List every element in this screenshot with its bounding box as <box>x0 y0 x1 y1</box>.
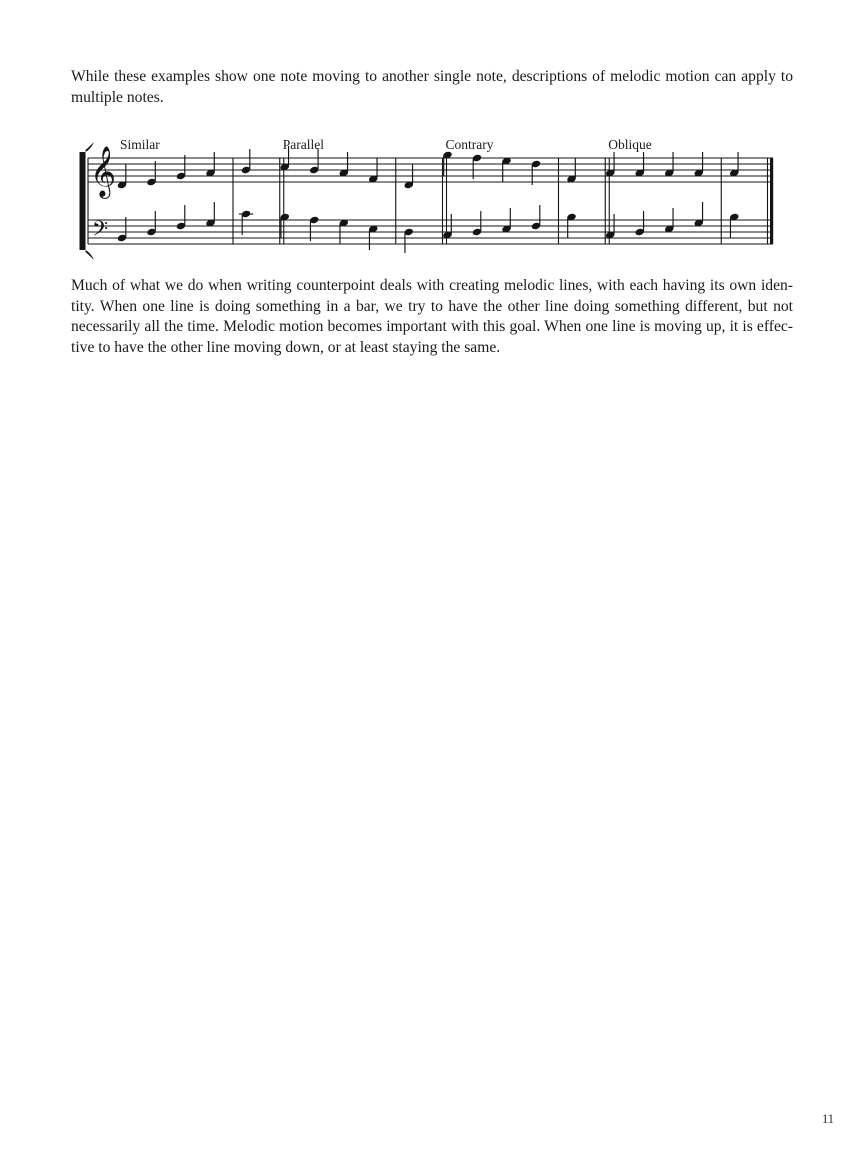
body-paragraph <box>71 276 793 358</box>
final-barline-thick <box>770 158 773 244</box>
motion-type-label: Parallel <box>282 137 324 152</box>
treble-clef-icon: 𝄞 <box>90 146 117 197</box>
bracket-hook-bottom <box>86 250 95 260</box>
paragraph-line: tity. When one line is doing something in a bar, we try to have the other line doing something different, but not <box>71 297 793 315</box>
music-example-grand-staff <box>0 128 864 268</box>
paragraph-line: tive to have the other line moving down, or at least staying the same. <box>71 338 501 356</box>
motion-type-label: Contrary <box>445 137 494 152</box>
paragraph-line: While these examples show one note moving to another single note, descriptions of melodic motion can apply to <box>71 68 793 85</box>
paragraph-line: Much of what we do when writing counterpoint deals with creating melodic lines, with each having its own iden- <box>71 277 793 294</box>
motion-type-label: Similar <box>120 137 160 152</box>
motion-type-label: Oblique <box>608 137 652 152</box>
paragraph-line: multiple notes. <box>71 88 164 106</box>
intro-paragraph <box>71 67 793 108</box>
bass-clef-icon: 𝄢 <box>92 216 109 246</box>
system-bracket <box>80 152 86 250</box>
page-number: 11 <box>821 1112 834 1126</box>
music-notation-svg <box>0 128 864 268</box>
paragraph-line: necessarily all the time. Melodic motion becomes important with this goal. When one line is moving up, it is effec- <box>71 318 793 336</box>
